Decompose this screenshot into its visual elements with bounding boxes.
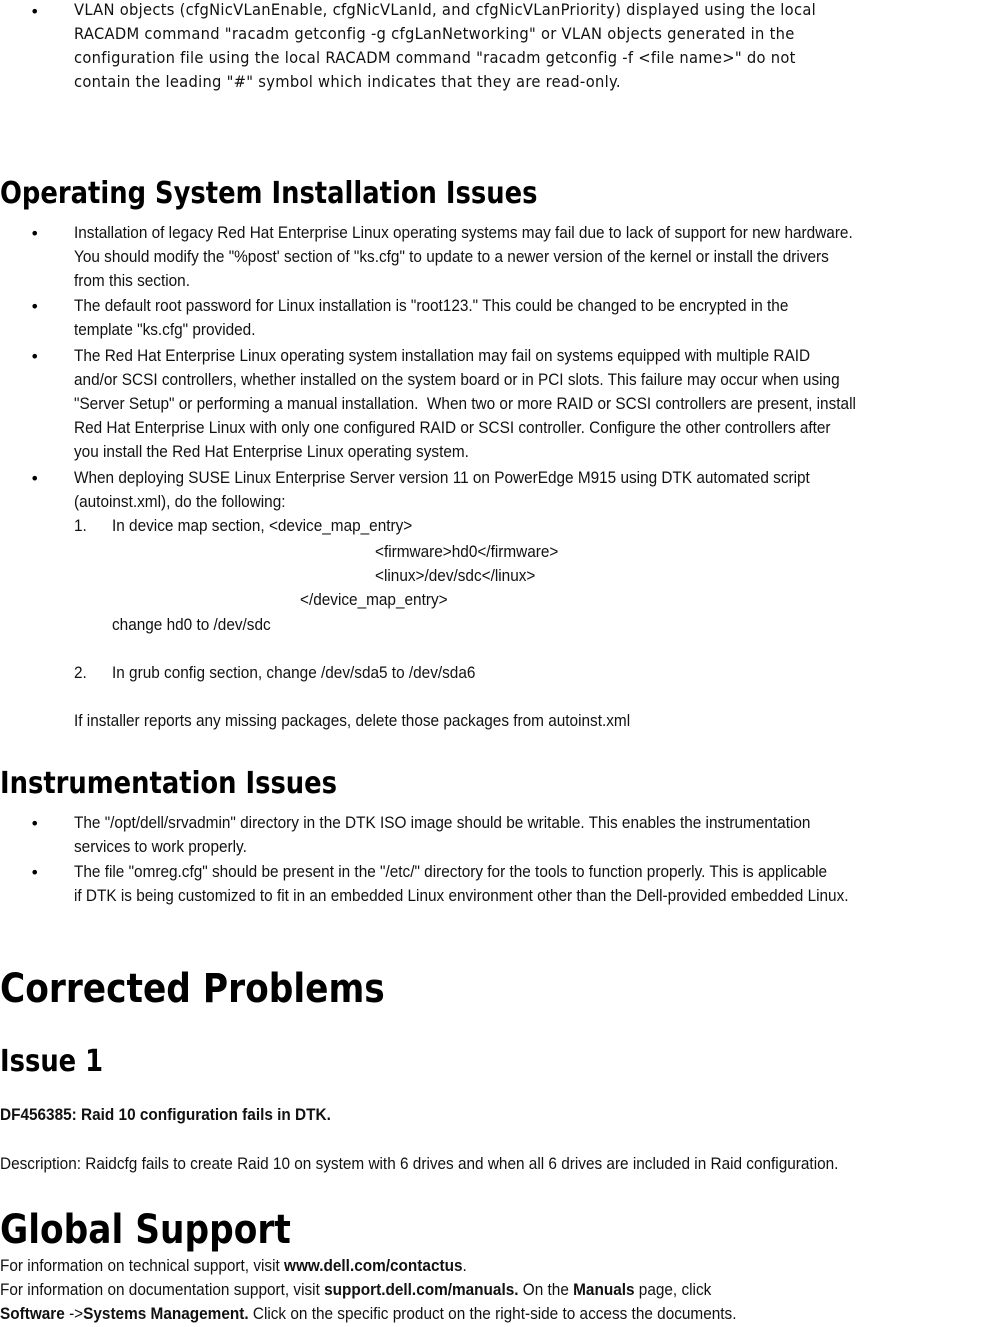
bullet-icon: •: [30, 297, 40, 316]
os-section-title: Operating System Installation Issues: [0, 176, 538, 211]
support-line-2-suffix: page, click: [634, 1281, 712, 1299]
support-line-1-suffix: .: [462, 1257, 467, 1275]
manuals-page-label: Manuals: [573, 1281, 635, 1299]
os-b1-line-3: from this section.: [74, 272, 190, 290]
os-b2-line-2: template "ks.cfg" provided.: [74, 321, 256, 339]
bullet-icon: •: [30, 2, 40, 21]
issue-description: Description: Raidcfg fails to create Raid 10 on system with 6 drives and when all 6 drives are included in Raid configuration.: [0, 1155, 839, 1173]
support-line-1-prefix: For information on technical support, visit: [0, 1257, 285, 1275]
issue-title: Issue 1: [0, 1044, 104, 1079]
instr-section-title: Instrumentation Issues: [0, 766, 338, 801]
support-line-2: [0, 1282, 711, 1299]
installer-note: If installer reports any missing packages, delete those packages from autoinst.xml: [74, 712, 631, 730]
os-b4-line-1: When deploying SUSE Linux Enterprise Server version 11 on PowerEdge M915 using DTK automated script: [74, 469, 810, 487]
bullet-icon: •: [30, 347, 40, 366]
os-b3-line-3: "Server Setup" or performing a manual installation. When two or more RAID or SCSI controllers are present, install: [74, 395, 856, 413]
contact-link[interactable]: www.dell.com/contactus: [284, 1257, 463, 1275]
step-1-number: 1.: [74, 517, 87, 535]
systems-management-label: Systems Management.: [83, 1305, 249, 1323]
manuals-link[interactable]: support.dell.com/manuals.: [324, 1281, 519, 1299]
step-2-text: In grub config section, change /dev/sda5 to /dev/sda6: [112, 664, 476, 682]
os-b1-line-2: You should modify the "%post' section of "ks.cfg" to update to a newer version of the kernel or install the drivers: [74, 248, 829, 266]
issue-id: DF456385: Raid 10 configuration fails in DTK.: [0, 1106, 331, 1124]
step-2-number: 2.: [74, 664, 87, 682]
intro-line-4: contain the leading "#" symbol which indicates that they are read-only.: [74, 72, 621, 91]
support-line-2-prefix: For information on documentation support, visit: [0, 1281, 325, 1299]
instr-b1-line-1: The "/opt/dell/srvadmin" directory in the DTK ISO image should be writable. This enables the instrumentation: [74, 814, 811, 832]
os-b3-line-1: The Red Hat Enterprise Linux operating system installation may fail on systems equipped with multiple RAID: [74, 347, 811, 365]
os-b3-line-2: and/or SCSI controllers, whether installed on the system board or in PCI slots. This failure may occur when using: [74, 371, 840, 389]
os-b3-line-5: you install the Red Hat Enterprise Linux operating system.: [74, 443, 469, 461]
step-1-text: In device map section, <device_map_entry>: [112, 517, 413, 535]
bullet-icon: •: [30, 814, 40, 833]
support-line-1: [0, 1258, 467, 1275]
os-b3-line-4: Red Hat Enterprise Linux with only one configured RAID or SCSI controller. Configure the other controllers after: [74, 419, 831, 437]
os-b1-line-1: Installation of legacy Red Hat Enterprise Linux operating systems may fail due to lack of support for new hardware.: [74, 224, 853, 242]
support-line-3: [0, 1306, 736, 1323]
bullet-icon: •: [30, 224, 40, 243]
instr-b1-line-2: services to work properly.: [74, 838, 247, 856]
instr-b2-line-2: if DTK is being customized to fit in an embedded Linux environment other than the Dell-provided embedded Linux.: [74, 887, 849, 905]
instr-b2-line-1: The file "omreg.cfg" should be present in the "/etc/" directory for the tools to function properly. This is applicable: [74, 863, 828, 881]
software-label: Software: [0, 1305, 65, 1323]
step-1-code-linux: <linux>/dev/sdc</linux>: [375, 567, 536, 585]
os-b2-line-1: The default root password for Linux installation is "root123." This could be changed to be encrypted in the: [74, 297, 789, 315]
support-line-2-mid: On the: [518, 1281, 574, 1299]
bullet-icon: •: [30, 863, 40, 882]
step-1-change: change hd0 to /dev/sdc: [112, 616, 271, 634]
arrow-text: ->: [64, 1305, 84, 1323]
intro-line-1: VLAN objects (cfgNicVLanEnable, cfgNicVLanId, and cfgNicVLanPriority) displayed using the local: [74, 0, 816, 19]
support-title: Global Support: [0, 1207, 291, 1253]
intro-line-3: configuration file using the local RACADM command "racadm getconfig -f <file name>" do not: [74, 48, 796, 67]
step-1-code-firmware: <firmware>hd0</firmware>: [375, 543, 559, 561]
os-b4-line-2: (autoinst.xml), do the following:: [74, 493, 286, 511]
bullet-icon: •: [30, 469, 40, 488]
support-line-3-suffix: Click on the specific product on the right-side to access the documents.: [248, 1305, 737, 1323]
corrected-title: Corrected Problems: [0, 966, 385, 1012]
intro-line-2: RACADM command "racadm getconfig -g cfgLanNetworking" or VLAN objects generated in the: [74, 24, 795, 43]
step-1-code-close: </device_map_entry>: [300, 591, 448, 609]
